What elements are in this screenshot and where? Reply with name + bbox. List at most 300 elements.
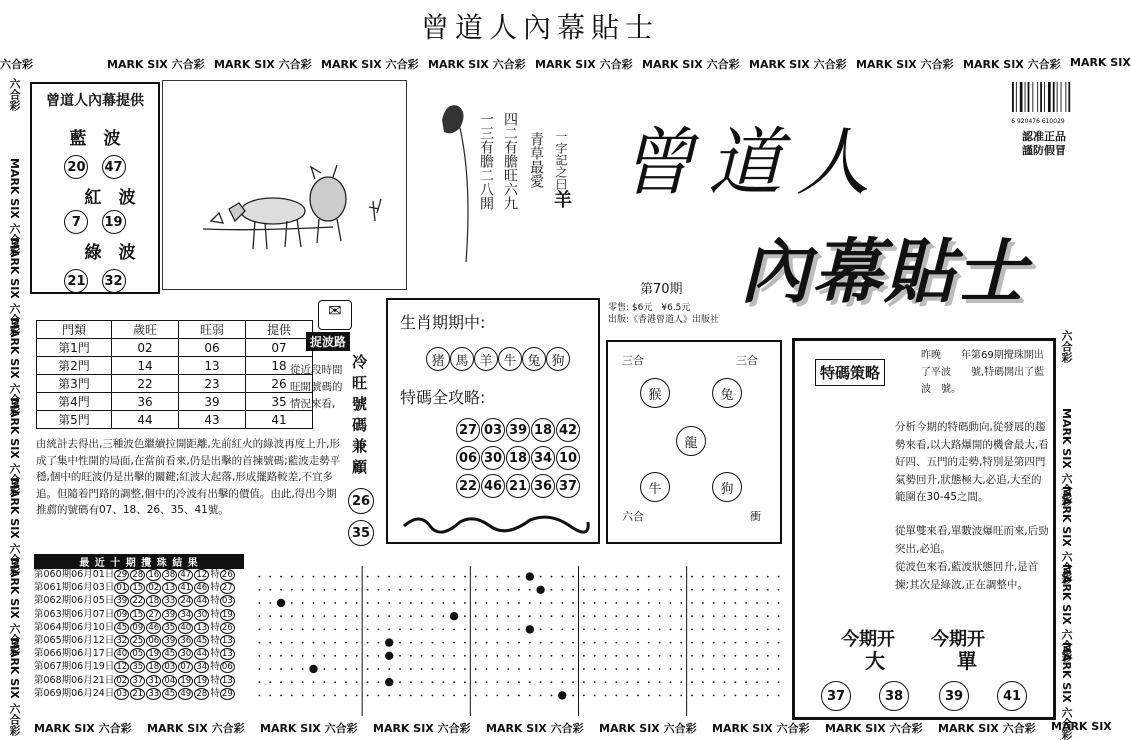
- history-date: 第065期06月12日: [34, 634, 115, 646]
- brand-band-item: MARK SIX 六合彩: [8, 478, 21, 576]
- grid-dot: [734, 695, 736, 697]
- grid-dot: [399, 681, 401, 683]
- special-mark: [526, 572, 534, 580]
- grid-dot: [334, 681, 336, 683]
- history-ball: 33: [146, 688, 161, 700]
- grid-dot: [745, 655, 747, 657]
- brand-band-item: MARK SIX 六合彩: [599, 722, 697, 735]
- number-ball: 10: [556, 446, 580, 470]
- grid-dot: [659, 681, 661, 683]
- special-mark: [385, 638, 393, 646]
- grid-dot: [572, 668, 574, 670]
- grid-dot: [724, 589, 726, 591]
- history-ball: 21: [130, 688, 145, 700]
- grid-dot: [637, 615, 639, 617]
- grid-dot: [356, 629, 358, 631]
- special-mark: [277, 599, 285, 607]
- grid-dot: [767, 589, 769, 591]
- grid-dot: [745, 602, 747, 604]
- grid-dot: [626, 681, 628, 683]
- grid-dot: [367, 576, 369, 578]
- history-ball: 47: [178, 569, 193, 581]
- number-ball: 30: [481, 446, 505, 470]
- left-brand-band: [6, 78, 22, 736]
- grid-dot: [713, 589, 715, 591]
- grid-dot: [302, 668, 304, 670]
- grid-dot: [334, 642, 336, 644]
- grid-dot: [691, 681, 693, 683]
- brand-band-item: MARK SIX 六合彩: [107, 58, 205, 71]
- grid-dot: [280, 615, 282, 617]
- grid-dot: [486, 668, 488, 670]
- grid-dot: [496, 602, 498, 604]
- history-ball: 07: [178, 661, 193, 673]
- goats-illustration: [163, 81, 406, 289]
- grid-dot: [269, 681, 271, 683]
- animal-ball: 兔: [522, 347, 546, 371]
- brand-band-item: MARK SIX 六合彩: [8, 238, 21, 336]
- grid-dot: [432, 615, 434, 617]
- number-ball: 06: [456, 446, 480, 470]
- grid-dot: [291, 642, 293, 644]
- history-ball: 44: [194, 648, 209, 660]
- combo-box: [606, 340, 782, 544]
- history-date: 第067期06月19日: [34, 661, 115, 673]
- grid-dot: [377, 681, 379, 683]
- grid-dot: [637, 655, 639, 657]
- red-wave-label: 紅 波: [84, 188, 136, 208]
- history-grid: [254, 566, 784, 716]
- strategy-para-3: 從波色來看,藍波狀態回升,是首揀;其次是綠波,正在調整中。: [895, 561, 1039, 591]
- grid-dot: [291, 576, 293, 578]
- history-list: [34, 568, 256, 700]
- grid-dot: [388, 589, 390, 591]
- special-ball: 26: [220, 622, 235, 634]
- special-label: 特: [210, 634, 220, 646]
- number-ball: 47: [102, 155, 126, 179]
- grid-dot: [702, 642, 704, 644]
- grid-dot: [648, 615, 650, 617]
- grid-dot: [334, 668, 336, 670]
- grid-dot: [259, 681, 261, 683]
- combo-tl: 三合: [622, 354, 644, 367]
- grid-dot: [680, 576, 682, 578]
- grid-dot: [453, 602, 455, 604]
- brand-band-item: MARK SIX 六合彩: [260, 722, 358, 735]
- history-ball: 12: [114, 661, 129, 673]
- grid-dot: [464, 602, 466, 604]
- grid-dot: [702, 695, 704, 697]
- number-ball: 20: [64, 155, 88, 179]
- brand-band-item: MARK SIX 六合彩: [8, 398, 21, 496]
- row-label: 第3門: [37, 375, 112, 393]
- grid-dot: [421, 602, 423, 604]
- special-ball: 26: [220, 569, 235, 581]
- grid-dot: [767, 695, 769, 697]
- grid-dot: [269, 615, 271, 617]
- grid-dot: [367, 629, 369, 631]
- cell: 44: [112, 411, 179, 429]
- grid-dot: [464, 681, 466, 683]
- number-ball: 26: [348, 488, 374, 514]
- history-title: 最 近 十 期 攪 珠 結 果: [34, 554, 244, 569]
- grid-dot: [518, 576, 520, 578]
- grid-dot: [442, 615, 444, 617]
- grid-dot: [745, 576, 747, 578]
- grid-dot: [756, 602, 758, 604]
- barcode-bar: [1065, 82, 1066, 112]
- grid-dot: [291, 655, 293, 657]
- catch-wave-side-text: 從近段時間旺開號碼的情況來看,: [290, 364, 343, 410]
- grid-dot: [496, 695, 498, 697]
- grid-dot: [442, 589, 444, 591]
- brand-band-item: MARK SIX 六合彩: [428, 58, 526, 71]
- blue-wave-label: 藍 波: [69, 129, 121, 149]
- grid-dot: [356, 668, 358, 670]
- grid-dot: [572, 602, 574, 604]
- grid-dot: [724, 655, 726, 657]
- animal-ball: 猴: [640, 378, 670, 408]
- grid-dot: [734, 668, 736, 670]
- grid-dot: [345, 642, 347, 644]
- grid-dot: [399, 695, 401, 697]
- history-ball: 27: [146, 609, 161, 621]
- page-title: 曾道人內幕貼士: [420, 11, 659, 44]
- blue-wave-balls: [32, 155, 158, 179]
- grid-dot: [367, 695, 369, 697]
- certified-1: 認准正品: [1022, 130, 1066, 143]
- grid-dot: [702, 655, 704, 657]
- grid-dot: [442, 695, 444, 697]
- grid-dot: [561, 602, 563, 604]
- special-ball: 13: [220, 648, 235, 660]
- grid-dot: [518, 602, 520, 604]
- grid-dot: [561, 576, 563, 578]
- row-label: 第2門: [37, 357, 112, 375]
- grid-dot: [778, 576, 780, 578]
- number-ball: 37: [821, 681, 851, 711]
- grid-dot: [594, 668, 596, 670]
- grid-dot: [572, 695, 574, 697]
- grid-dot: [345, 655, 347, 657]
- grid-dot: [680, 589, 682, 591]
- grid-dot: [659, 695, 661, 697]
- grid-dot: [377, 655, 379, 657]
- special-ball: 03: [220, 595, 235, 607]
- animal-ball: 馬: [450, 347, 474, 371]
- grid-dot: [745, 615, 747, 617]
- grid-dot: [432, 642, 434, 644]
- grid-dot: [605, 668, 607, 670]
- grid-dot: [280, 681, 282, 683]
- history-ball: 30: [194, 609, 209, 621]
- grid-dot: [377, 602, 379, 604]
- grid-dot: [421, 629, 423, 631]
- grid-dot: [486, 642, 488, 644]
- grid-dot: [561, 655, 563, 657]
- grid-dot: [367, 642, 369, 644]
- history-ball: 29: [114, 569, 129, 581]
- grid-dot: [377, 576, 379, 578]
- strategy-intro: 昨晚 年第69期攪珠開出了平波 號,特碼開出了藍波 號。: [921, 350, 1045, 395]
- grid-dot: [756, 655, 758, 657]
- logo-line-1: 曾道人: [620, 120, 884, 206]
- grid-dot: [356, 602, 358, 604]
- row-label: 第5門: [37, 411, 112, 429]
- special-mark: [558, 691, 566, 699]
- history-ball: 31: [146, 675, 161, 687]
- grid-dot: [507, 668, 509, 670]
- grid-dot: [778, 602, 780, 604]
- grid-dot: [313, 589, 315, 591]
- number-ball: 27: [456, 418, 480, 442]
- animal-ball: 羊: [474, 347, 498, 371]
- grid-dot: [626, 629, 628, 631]
- grid-dot: [280, 576, 282, 578]
- grid-dot: [475, 576, 477, 578]
- grid-dot: [691, 668, 693, 670]
- grid-dot: [767, 681, 769, 683]
- number-ball: 41: [997, 681, 1027, 711]
- grid-dot: [659, 576, 661, 578]
- history-ball: 09: [114, 609, 129, 621]
- grid-dot: [540, 695, 542, 697]
- strategy-para-2: 從單雙來看,單數波爆旺而來,后勁突出,必追。: [895, 525, 1049, 555]
- grid-dot: [713, 602, 715, 604]
- grid-dot: [572, 615, 574, 617]
- grid-dot: [605, 589, 607, 591]
- grid-dot: [572, 642, 574, 644]
- brand-band-item: MARK SIX 六合彩: [712, 722, 810, 735]
- history-ball: 03: [114, 688, 129, 700]
- table-row: [37, 375, 313, 393]
- history-ball: 16: [146, 569, 161, 581]
- grid-dot: [713, 695, 715, 697]
- grid-dot: [496, 681, 498, 683]
- grid-dot: [745, 681, 747, 683]
- poem-line-3: 一三有膽二八開: [478, 112, 494, 210]
- poem-line-1: 青草最愛: [528, 132, 544, 188]
- grid-dot: [540, 576, 542, 578]
- grid-dot: [464, 655, 466, 657]
- grid-dot: [572, 629, 574, 631]
- brand-band-item: MARK SIX 六合彩: [535, 58, 633, 71]
- grid-dot: [486, 589, 488, 591]
- green-wave-label: 綠 波: [84, 243, 136, 263]
- grid-dot: [269, 642, 271, 644]
- grid-dot: [778, 642, 780, 644]
- grid-dot: [259, 655, 261, 657]
- grid-dot: [626, 668, 628, 670]
- grid-dot: [377, 629, 379, 631]
- grid-dot: [702, 602, 704, 604]
- illustration-panel: [162, 80, 407, 290]
- grid-dot: [670, 615, 672, 617]
- history-ball: 12: [194, 569, 209, 581]
- grid-dot: [345, 681, 347, 683]
- grid-dot: [615, 629, 617, 631]
- cell: 39: [179, 393, 246, 411]
- grid-dot: [280, 695, 282, 697]
- grid-dot: [551, 615, 553, 617]
- history-ball: 34: [178, 609, 193, 621]
- grid-dot: [745, 695, 747, 697]
- grid-dot: [496, 615, 498, 617]
- grid-dot: [724, 629, 726, 631]
- history-ball: 37: [130, 675, 145, 687]
- zodiac-box: [386, 298, 600, 544]
- grid-dot: [680, 681, 682, 683]
- grid-dot: [432, 681, 434, 683]
- grid-dot: [594, 589, 596, 591]
- catch-wave-label: 捉波路: [306, 332, 350, 351]
- grid-dot: [702, 629, 704, 631]
- brand-band-item: MARK SIX 六合彩: [856, 58, 954, 71]
- grid-dot: [615, 668, 617, 670]
- history-ball: 49: [178, 688, 193, 700]
- grid-dot: [583, 615, 585, 617]
- barcode-bar: [1028, 82, 1030, 112]
- grid-dot: [702, 668, 704, 670]
- animal-ball: 兔: [712, 378, 742, 408]
- history-row: [34, 594, 256, 607]
- grid-dot: [659, 615, 661, 617]
- number-ball: 37: [556, 474, 580, 498]
- grid-dot: [453, 695, 455, 697]
- grid-dot: [269, 602, 271, 604]
- brand-band-item: MARK SIX: [1070, 56, 1131, 69]
- grid-dot: [551, 642, 553, 644]
- grid-dot: [702, 576, 704, 578]
- grid-dot: [551, 602, 553, 604]
- special-label: 特: [210, 582, 220, 594]
- brand-band-item: MARK SIX 六合彩: [8, 638, 21, 736]
- grid-dot: [724, 681, 726, 683]
- grid-dot: [713, 629, 715, 631]
- grid-dot: [529, 589, 531, 591]
- grid-dot: [323, 655, 325, 657]
- grid-dot: [734, 629, 736, 631]
- grid-dot: [583, 668, 585, 670]
- certified-2: 謹防假冒: [1022, 144, 1066, 157]
- grid-dot: [280, 629, 282, 631]
- grid-dot: [518, 655, 520, 657]
- history-ball: 46: [194, 582, 209, 594]
- special-ball: 29: [220, 688, 235, 700]
- grid-dot: [259, 589, 261, 591]
- grid-dot: [496, 629, 498, 631]
- history-ball: 39: [114, 595, 129, 607]
- green-wave-balls: [32, 269, 158, 293]
- strategy-para-1: 分析今期的特碼動向,從發展的趨勢來看,以大路爆開的機會最大,看好四、五門的走勢,特別是第四門氣勢回升,狀態極大,必追,大至的範圍在30-45之間。: [895, 421, 1049, 503]
- brand-band-item: MARK SIX 六合彩: [938, 722, 1036, 735]
- brand-band-item: 六合彩: [1060, 330, 1073, 363]
- grid-dot: [691, 642, 693, 644]
- table-row: [37, 339, 313, 357]
- grid-dot: [313, 576, 315, 578]
- grid-dot: [367, 602, 369, 604]
- grid-dot: [302, 681, 304, 683]
- grid-dot: [464, 695, 466, 697]
- grid-dot: [399, 642, 401, 644]
- grid-dot: [734, 602, 736, 604]
- grid-dot: [367, 655, 369, 657]
- grid-dot: [313, 629, 315, 631]
- grid-dot: [259, 642, 261, 644]
- grid-dot: [334, 576, 336, 578]
- grid-dot: [410, 668, 412, 670]
- grid-dot: [648, 602, 650, 604]
- history-ball: 13: [162, 582, 177, 594]
- history-ball: 30: [178, 648, 193, 660]
- grid-dot: [323, 629, 325, 631]
- grid-dot: [745, 642, 747, 644]
- grid-dot: [713, 642, 715, 644]
- grid-dot: [432, 695, 434, 697]
- grid-dot: [367, 615, 369, 617]
- grid-dot: [280, 589, 282, 591]
- grid-dot: [432, 668, 434, 670]
- history-ball: 34: [194, 661, 209, 673]
- grid-dot: [551, 655, 553, 657]
- grid-dot: [648, 695, 650, 697]
- grid-dot: [475, 642, 477, 644]
- grid-dot: [561, 668, 563, 670]
- grid-dot: [421, 615, 423, 617]
- history-date: 第061期06月03日: [34, 582, 115, 594]
- grid-dot: [637, 576, 639, 578]
- number-ball: 36: [531, 474, 555, 498]
- grid-dot: [605, 602, 607, 604]
- grid-dot: [702, 615, 704, 617]
- grid-dot: [399, 602, 401, 604]
- grid-dot: [680, 642, 682, 644]
- grid-dot: [291, 602, 293, 604]
- grid-dot: [486, 576, 488, 578]
- grid-dot: [605, 681, 607, 683]
- grid-dot: [594, 681, 596, 683]
- special-label: 特: [210, 608, 220, 620]
- grid-dot: [356, 576, 358, 578]
- grid-dot: [356, 695, 358, 697]
- grid-dot: [540, 681, 542, 683]
- grid-dot: [529, 695, 531, 697]
- grid-dot: [648, 681, 650, 683]
- strategy-title: 特碼策略: [815, 359, 885, 386]
- grid-dot: [291, 695, 293, 697]
- grid-dot: [551, 629, 553, 631]
- grid-dot: [323, 668, 325, 670]
- grid-dot: [756, 615, 758, 617]
- grid-dot: [648, 589, 650, 591]
- cell: 14: [112, 357, 179, 375]
- grid-dot: [659, 589, 661, 591]
- history-row: [34, 634, 256, 647]
- grid-dot: [626, 642, 628, 644]
- grid-dot: [323, 681, 325, 683]
- barcode-bar: [1048, 82, 1051, 112]
- grid-dot: [756, 576, 758, 578]
- grid-dot: [605, 642, 607, 644]
- grid-dot: [626, 576, 628, 578]
- grid-dot: [583, 642, 585, 644]
- history-ball: 01: [114, 582, 129, 594]
- grid-dot: [594, 642, 596, 644]
- grid-dot: [280, 642, 282, 644]
- history-ball: 44: [194, 595, 209, 607]
- poem-heading-text: 一字記之曰: [554, 130, 568, 190]
- grid-dot: [691, 655, 693, 657]
